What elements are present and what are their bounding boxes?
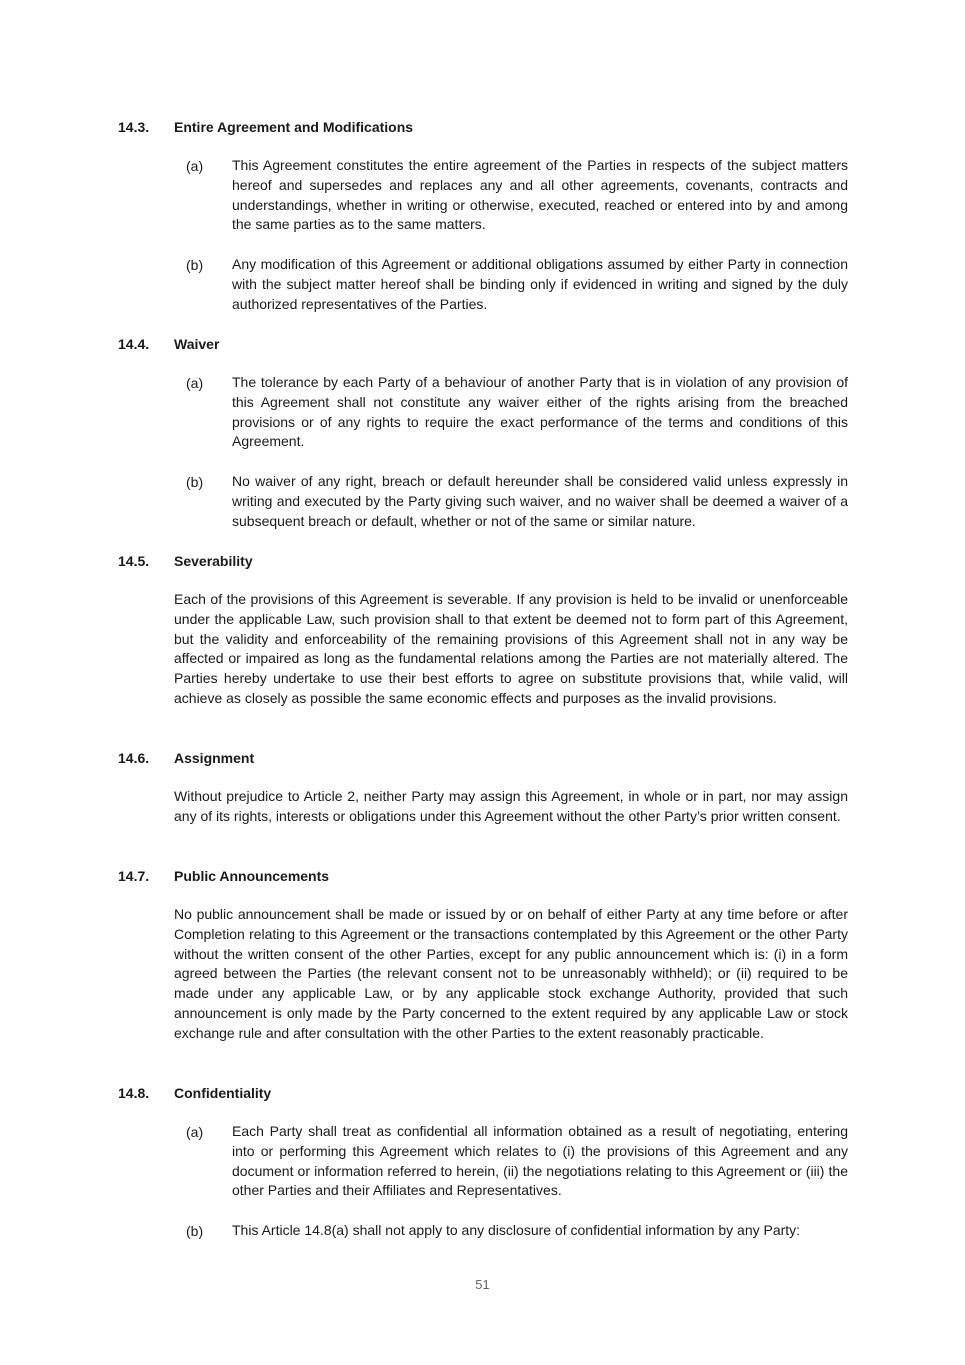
clause-label: (b)	[186, 257, 204, 273]
section-paragraph: Each of the provisions of this Agreement is severable. If any provision is held to be invalid or unenforceable under the applicable Law, such provision shall to that extent be deemed not to form part of this Agreement, but the validity and enforceability of the remaining provisions of this Agreement shall not in any way be affected or impaired as long as the fundamental relations among the Parties are not materially altered. The Parties hereby undertake to use their best efforts to agree on substitute provisions that, while valid, will achieve as closely as possible the same economic effects and purposes as the invalid provisions.	[174, 591, 848, 706]
clause-label: (b)	[186, 1223, 204, 1239]
section-number: 14.7.	[118, 868, 150, 884]
clause-label: (a)	[186, 1124, 204, 1140]
page-number: 51	[475, 1277, 490, 1292]
clause-text: The tolerance by each Party of a behaviour of another Party that is in violation of any provision of this Agreement shall not constitute any waiver either of the rights arising from the breached provisions or of any rights to require the exact performance of the terms and conditions of this Agreement.	[232, 374, 848, 450]
clause-text: Any modification of this Agreement or additional obligations assumed by either Party in connection with the subject matter hereof shall be binding only if evidenced in writing and signed by the duly authorized representatives of the Parties.	[232, 256, 848, 312]
section-title: Severability	[174, 553, 253, 569]
section-number: 14.4.	[118, 336, 150, 352]
clause-text: Each Party shall treat as confidential all information obtained as a result of negotiating, entering into or performing this Agreement which relates to (i) the provisions of this Agreement and any document or information referred to herein, (ii) the negotiations relating to this Agreement or (iii) the other Parties and their Affiliates and Representatives.	[232, 1123, 848, 1199]
section-number: 14.3.	[118, 119, 150, 135]
clause-label: (a)	[186, 158, 204, 174]
section-number: 14.8.	[118, 1085, 150, 1101]
clause-label: (b)	[186, 474, 204, 490]
section-title: Public Announcements	[174, 868, 330, 884]
clause-text: This Agreement constitutes the entire agreement of the Parties in respects of the subject matters hereof and supersedes and replaces any and all other agreements, covenants, contracts and understandings, whether in writing or otherwise, executed, reached or entered into by and among the same parties as to the same matters.	[232, 157, 848, 233]
section-number: 14.5.	[118, 553, 150, 569]
section-title: Entire Agreement and Modifications	[174, 119, 414, 135]
section-paragraph: No public announcement shall be made or issued by or on behalf of either Party at any time before or after Completion relating to this Agreement or the transactions contemplated by this Agreement or the other Party without the written consent of the other Parties, except for any public announcement which is: (i) in a form agreed between the Parties (the relevant consent not to be unreasonably withheld); or (ii) required to be made under any applicable Law, or by any applicable stock exchange Authority, provided that such announcement is only made by the Party concerned to the extent required by any applicable Law or stock exchange rule and after consultation with the other Parties to the extent reasonably practicable.	[174, 906, 848, 1041]
section-title: Waiver	[174, 336, 220, 352]
section-title: Confidentiality	[174, 1085, 272, 1101]
clause-text: This Article 14.8(a) shall not apply to any disclosure of confidential information by any Party:	[232, 1222, 801, 1238]
clause-text: No waiver of any right, breach or default hereunder shall be considered valid unless expressly in writing and executed by the Party giving such waiver, and no waiver shall be deemed a waiver of a subsequent breach or default, whether or not of the same or similar nature.	[232, 473, 848, 529]
section-number: 14.6.	[118, 750, 150, 766]
clause-label: (a)	[186, 375, 204, 391]
section-paragraph: Without prejudice to Article 2, neither Party may assign this Agreement, in whole or in part, nor may assign any of its rights, interests or obligations under this Agreement without the other Party’s prior written consent.	[174, 788, 848, 824]
section-title: Assignment	[174, 750, 255, 766]
